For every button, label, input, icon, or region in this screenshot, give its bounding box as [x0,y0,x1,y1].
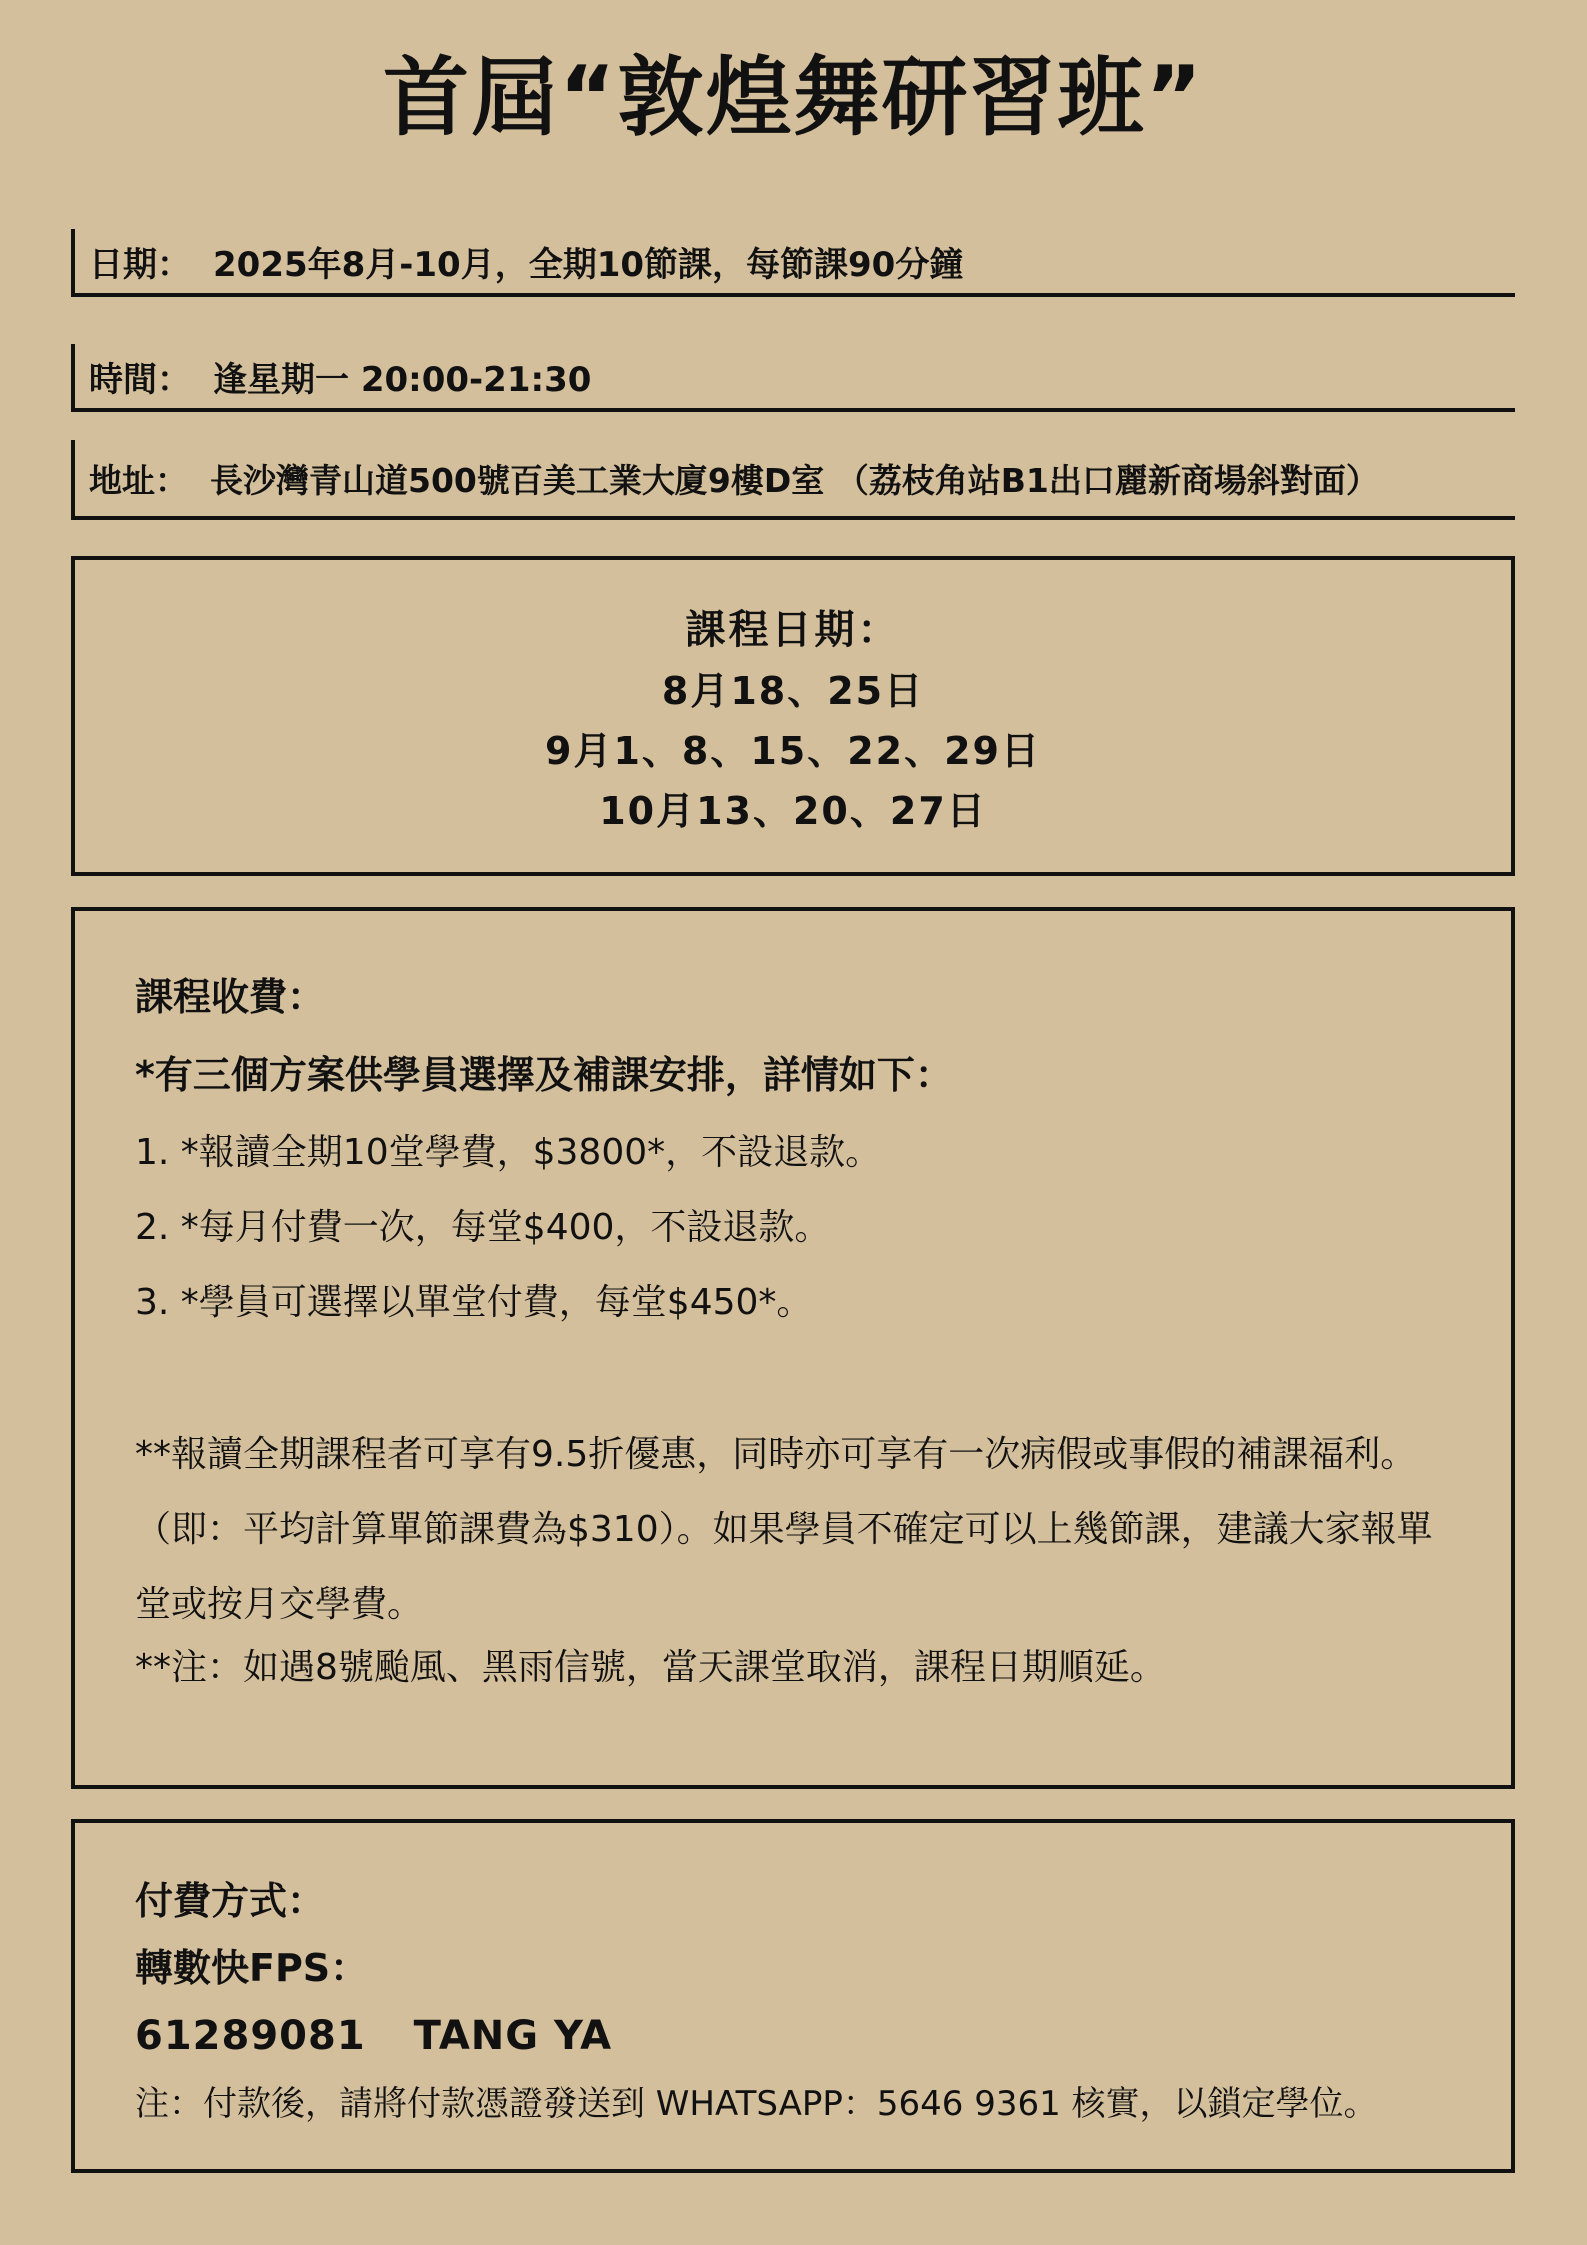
payment-account [135,2010,612,2062]
schedule-line: 9月1、8、15、22、29日 [545,729,1041,773]
fees-box [71,907,1515,1789]
payment-heading: 付費方式： [135,1879,326,1923]
date-row [71,229,1515,297]
page-title: 首屆“敦煌舞研習班” [382,48,1205,148]
time-label: 時間： [89,359,191,400]
fees-discount-note: **報讀全期課程者可享有9.5折優惠，同時亦可享有一次病假或事假的補課福利。（即：平均計算單節課費為$310）。如果學員不確定可以上幾節課，建議大家報單堂或按月交學費。 [135,1434,1433,1625]
schedule-title: 課程日期： [685,607,901,653]
schedule-line: 10月13、20、27日 [599,789,987,833]
fees-subheading: *有三個方案供學員選擇及補課安排，詳情如下： [135,1053,953,1097]
address-value: 長沙灣青山道500號百美工業大廈9樓D室 （荔枝角站B1出口麗新商場斜對面） [210,460,1379,500]
date-value: 2025年8月-10月，全期10節課，每節課90分鐘 [213,244,964,285]
fee-option: 2. *每月付費一次，每堂$400，不設退款。 [135,1207,831,1248]
time-row [71,344,1515,412]
account-name: TANG YA [413,2013,613,2059]
address-label: 地址： [89,460,188,500]
date-label: 日期： [89,244,191,285]
time-value: 逢星期一 20:00-21:30 [213,359,592,400]
fee-option: 3. *學員可選擇以單堂付費，每堂$450*。 [135,1282,813,1323]
payment-box [71,1819,1515,2173]
address-row [71,440,1515,520]
payment-method: 轉數快FPS： [135,1946,369,1990]
schedule-line: 8月18、25日 [661,669,925,713]
fees-typhoon-note: **注：如遇8號颱風、黑雨信號，當天課堂取消，課程日期順延。 [135,1647,1166,1688]
fee-option: 1. *報讀全期10堂學費，$3800*，不設退款。 [135,1132,882,1173]
payment-note: 注：付款後，請將付款憑證發送到 WHATSAPP：5646 9361 核實，以鎖定學位。 [135,2084,1378,2124]
schedule-box [71,556,1515,876]
account-number: 61289081 [135,2013,366,2059]
fees-heading: 課程收費： [135,975,326,1019]
